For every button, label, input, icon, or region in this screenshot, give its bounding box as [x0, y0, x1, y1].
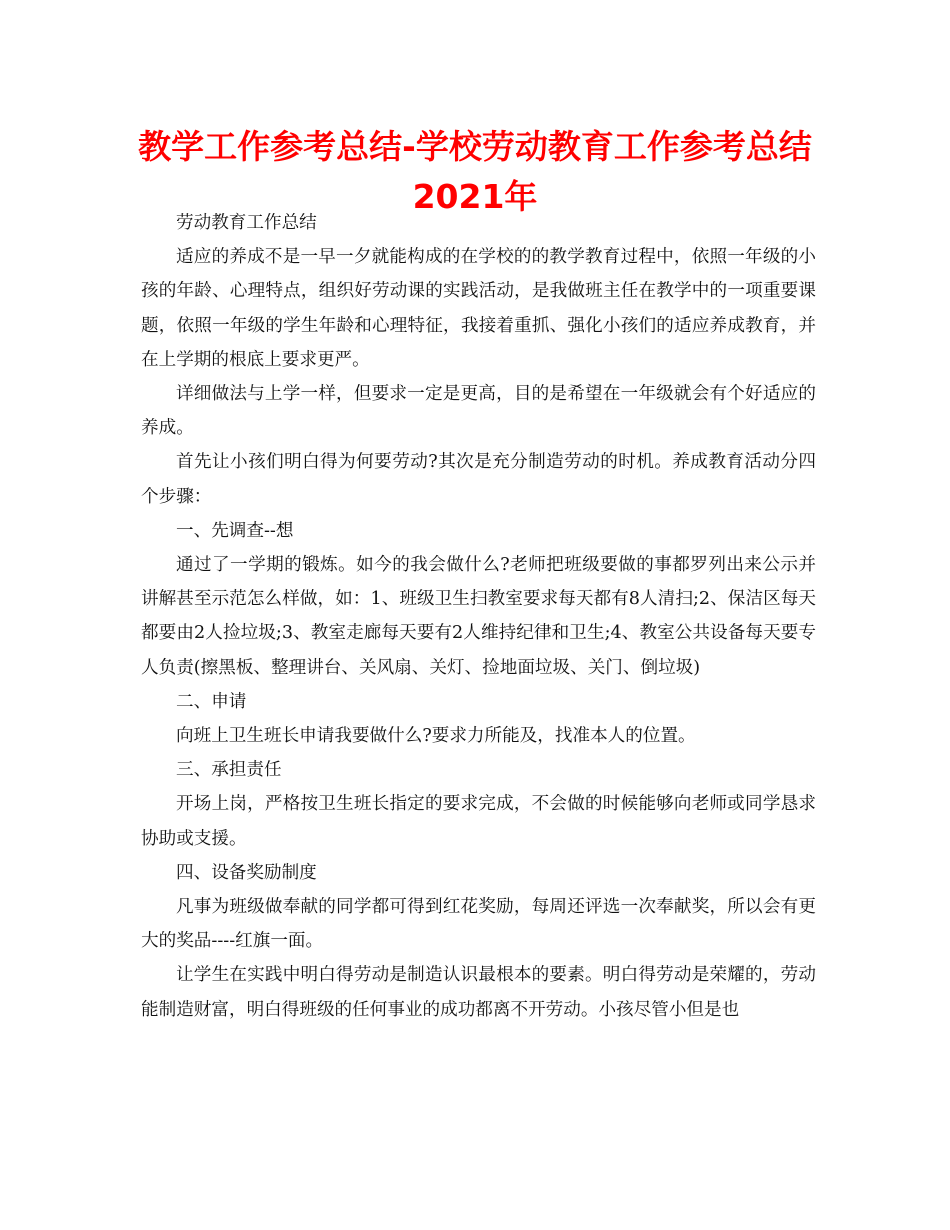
paragraph: 向班上卫生班长申请我要做什么?要求力所能及，找准本人的位置。 [176, 726, 696, 747]
paragraph: 适应的养成不是一早一夕就能构成的在学校的的教学教育过程中，依照一年级的小孩的年龄、心理特点，组织好劳动课的实践活动，是我做班主任在教学中的一项重要课题，依照一年级的学生年龄和心理特征，我接着重抓、强化小孩们的适应养成教育，并在上学期的根底上要求更严。 [141, 247, 816, 370]
section-heading: 三、承担责任 [176, 760, 282, 781]
paragraph: 让学生在实践中明白得劳动是制造认识最根本的要素。明白得劳动是荣耀的，劳动能制造财富，明白得班级的任何事业的成功都离不开劳动。小孩尽管小但是也 [141, 965, 816, 1020]
paragraph: 凡事为班级做奉献的同学都可得到红花奖励，每周还评选一次奉献奖，所以会有更大的奖品----红旗一面。 [141, 897, 816, 952]
title-line-2: 2021年 [412, 177, 538, 216]
title-line-1: 教学工作参考总结-学校劳动教育工作参考总结 [138, 127, 812, 166]
paragraph: 详细做法与上学一样，但要求一定是更高，目的是希望在一年级就会有个好适应的养成。 [141, 384, 816, 439]
section-heading: 二、申请 [176, 691, 247, 712]
section-heading: 四、设备奖励制度 [176, 862, 317, 883]
paragraph: 通过了一学期的锻炼。如今的我会做什么?老师把班级要做的事都罗列出来公示并讲解甚至示范怎么样做，如：1、班级卫生扫教室要求每天都有8人清扫;2、保洁区每天都要由2人捡垃圾;3、教室走廊每天要有2人维持纪律和卫生;4、教室公共设备每天要专人负责(擦黑板、整理讲台、关风扇、关灯、捡地面垃圾、关门、倒垃圾) [141, 555, 816, 678]
paragraph: 首先让小孩们明白得为何要劳动?其次是充分制造劳动的时机。养成教育活动分四个步骤： [141, 452, 816, 507]
document-body [141, 206, 816, 1027]
paragraph: 开场上岗，严格按卫生班长指定的要求完成，不会做的时候能够向老师或同学恳求协助或支援。 [141, 794, 816, 849]
paragraph: 劳动教育工作总结 [176, 213, 317, 233]
section-heading: 一、先调查--想 [176, 520, 294, 541]
